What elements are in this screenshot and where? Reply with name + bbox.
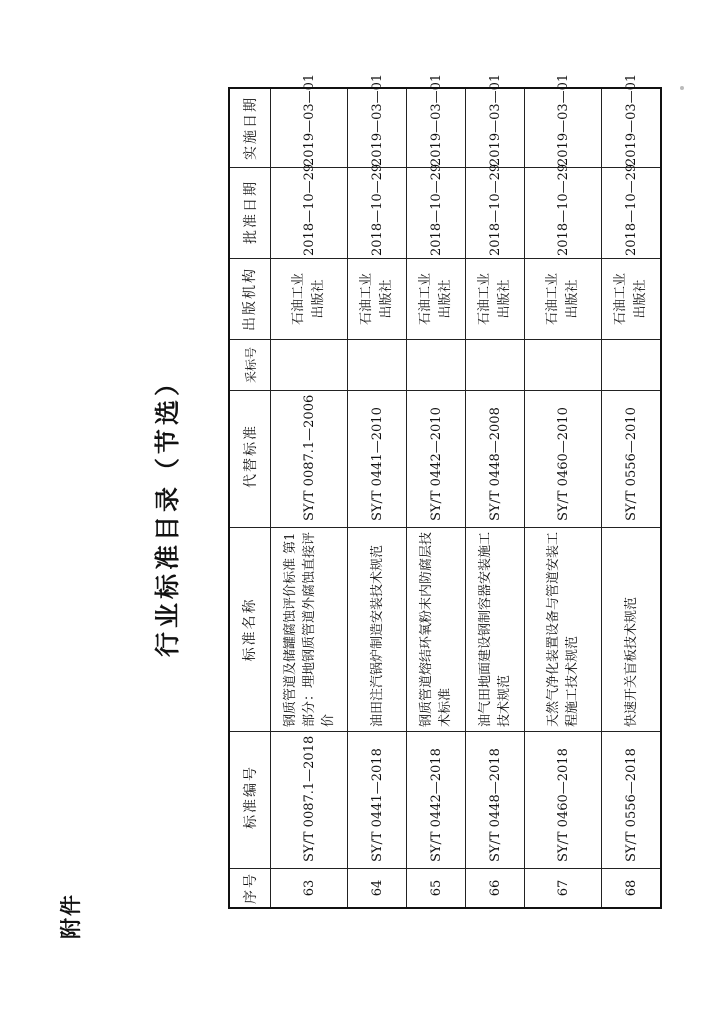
row-publisher (271, 259, 348, 340)
row-name: 油田注汽锅炉制造安装技术规范 (348, 528, 407, 732)
row-adopted (348, 340, 407, 391)
row-approved: 2018—10—29 (271, 168, 348, 259)
row-code: SY/T 0442—2018 (407, 732, 466, 869)
row-publisher (525, 259, 602, 340)
row-implemented: 2019—03—01 (271, 88, 348, 168)
row-adopted (602, 340, 662, 391)
row-replaced: SY/T 0441—2010 (348, 391, 407, 528)
row-adopted (525, 340, 602, 391)
publisher-line-2: 出版社 (497, 279, 512, 319)
publisher-line-1: 石油工业 (291, 273, 306, 326)
row-code: SY/T 0087.1—2018 (271, 732, 348, 869)
row-publisher (602, 259, 662, 340)
row-name: 油气田地面建设钢制容器安装施工技术规范 (466, 528, 525, 732)
table-row (348, 88, 407, 908)
row-index: 68 (602, 869, 662, 909)
table-row (466, 88, 525, 908)
standards-table (228, 73, 662, 909)
row-approved: 2018—10—29 (466, 168, 525, 259)
row-implemented: 2019—03—01 (466, 88, 525, 168)
publisher-line-2: 出版社 (438, 279, 453, 319)
row-replaced: SY/T 0442—2010 (407, 391, 466, 528)
header-code: 标准编号 (229, 732, 271, 869)
row-name: 快速开关盲板技术规范 (602, 528, 662, 732)
header-name: 标准名称 (229, 528, 271, 732)
row-index: 64 (348, 869, 407, 909)
row-approved: 2018—10—29 (348, 168, 407, 259)
header-publisher: 出版机构 (229, 259, 271, 340)
publisher-line-1: 石油工业 (359, 273, 374, 326)
row-name: 钢质管道及储罐腐蚀评价标准 第1部分：埋地钢质管道外腐蚀直接评价 (271, 528, 348, 732)
row-name: 钢质管道熔结环氧粉末内防腐层技术标准 (407, 528, 466, 732)
row-replaced: SY/T 0556—2010 (602, 391, 662, 528)
header-index: 序号 (229, 869, 271, 909)
page-title: 行业标准目录（节选） (153, 367, 182, 658)
row-implemented: 2019—03—01 (407, 88, 466, 168)
row-publisher (348, 259, 407, 340)
publisher-line-1: 石油工业 (477, 273, 492, 326)
publisher-line-2: 出版社 (311, 279, 326, 319)
row-index: 66 (466, 869, 525, 909)
row-code: SY/T 0448—2018 (466, 732, 525, 869)
row-implemented: 2019—03—01 (602, 88, 662, 168)
publisher-line-2: 出版社 (633, 279, 648, 319)
row-code: SY/T 0556—2018 (602, 732, 662, 869)
row-implemented: 2019—03—01 (348, 88, 407, 168)
table-row (602, 88, 662, 908)
table-row (271, 88, 348, 908)
row-approved: 2018—10—29 (602, 168, 662, 259)
header-implemented: 实施日期 (229, 88, 271, 168)
row-adopted (407, 340, 466, 391)
row-publisher (466, 259, 525, 340)
row-approved: 2018—10—29 (407, 168, 466, 259)
table-header-row (229, 88, 271, 908)
table-row (407, 88, 466, 908)
row-code: SY/T 0460—2018 (525, 732, 602, 869)
row-publisher (407, 259, 466, 340)
header-approved: 批准日期 (229, 168, 271, 259)
attachment-label: 附件 (59, 893, 83, 939)
row-replaced: SY/T 0448—2008 (466, 391, 525, 528)
publisher-line-1: 石油工业 (418, 273, 433, 326)
row-adopted (271, 340, 348, 391)
row-code: SY/T 0441—2018 (348, 732, 407, 869)
row-replaced: SY/T 0087.1—2006 (271, 391, 348, 528)
row-implemented: 2019—03—01 (525, 88, 602, 168)
row-index: 63 (271, 869, 348, 909)
table-row (525, 88, 602, 908)
publisher-line-1: 石油工业 (545, 273, 560, 326)
row-adopted (466, 340, 525, 391)
publisher-line-1: 石油工业 (613, 273, 628, 326)
row-name: 天然气净化装置设备与管道安装工程施工技术规范 (525, 528, 602, 732)
row-index: 65 (407, 869, 466, 909)
publisher-line-2: 出版社 (379, 279, 394, 319)
header-adopted: 采标号 (229, 340, 271, 391)
row-approved: 2018—10—29 (525, 168, 602, 259)
publisher-line-2: 出版社 (565, 279, 580, 319)
header-replaced: 代替标准 (229, 391, 271, 528)
row-replaced: SY/T 0460—2010 (525, 391, 602, 528)
row-index: 67 (525, 869, 602, 909)
